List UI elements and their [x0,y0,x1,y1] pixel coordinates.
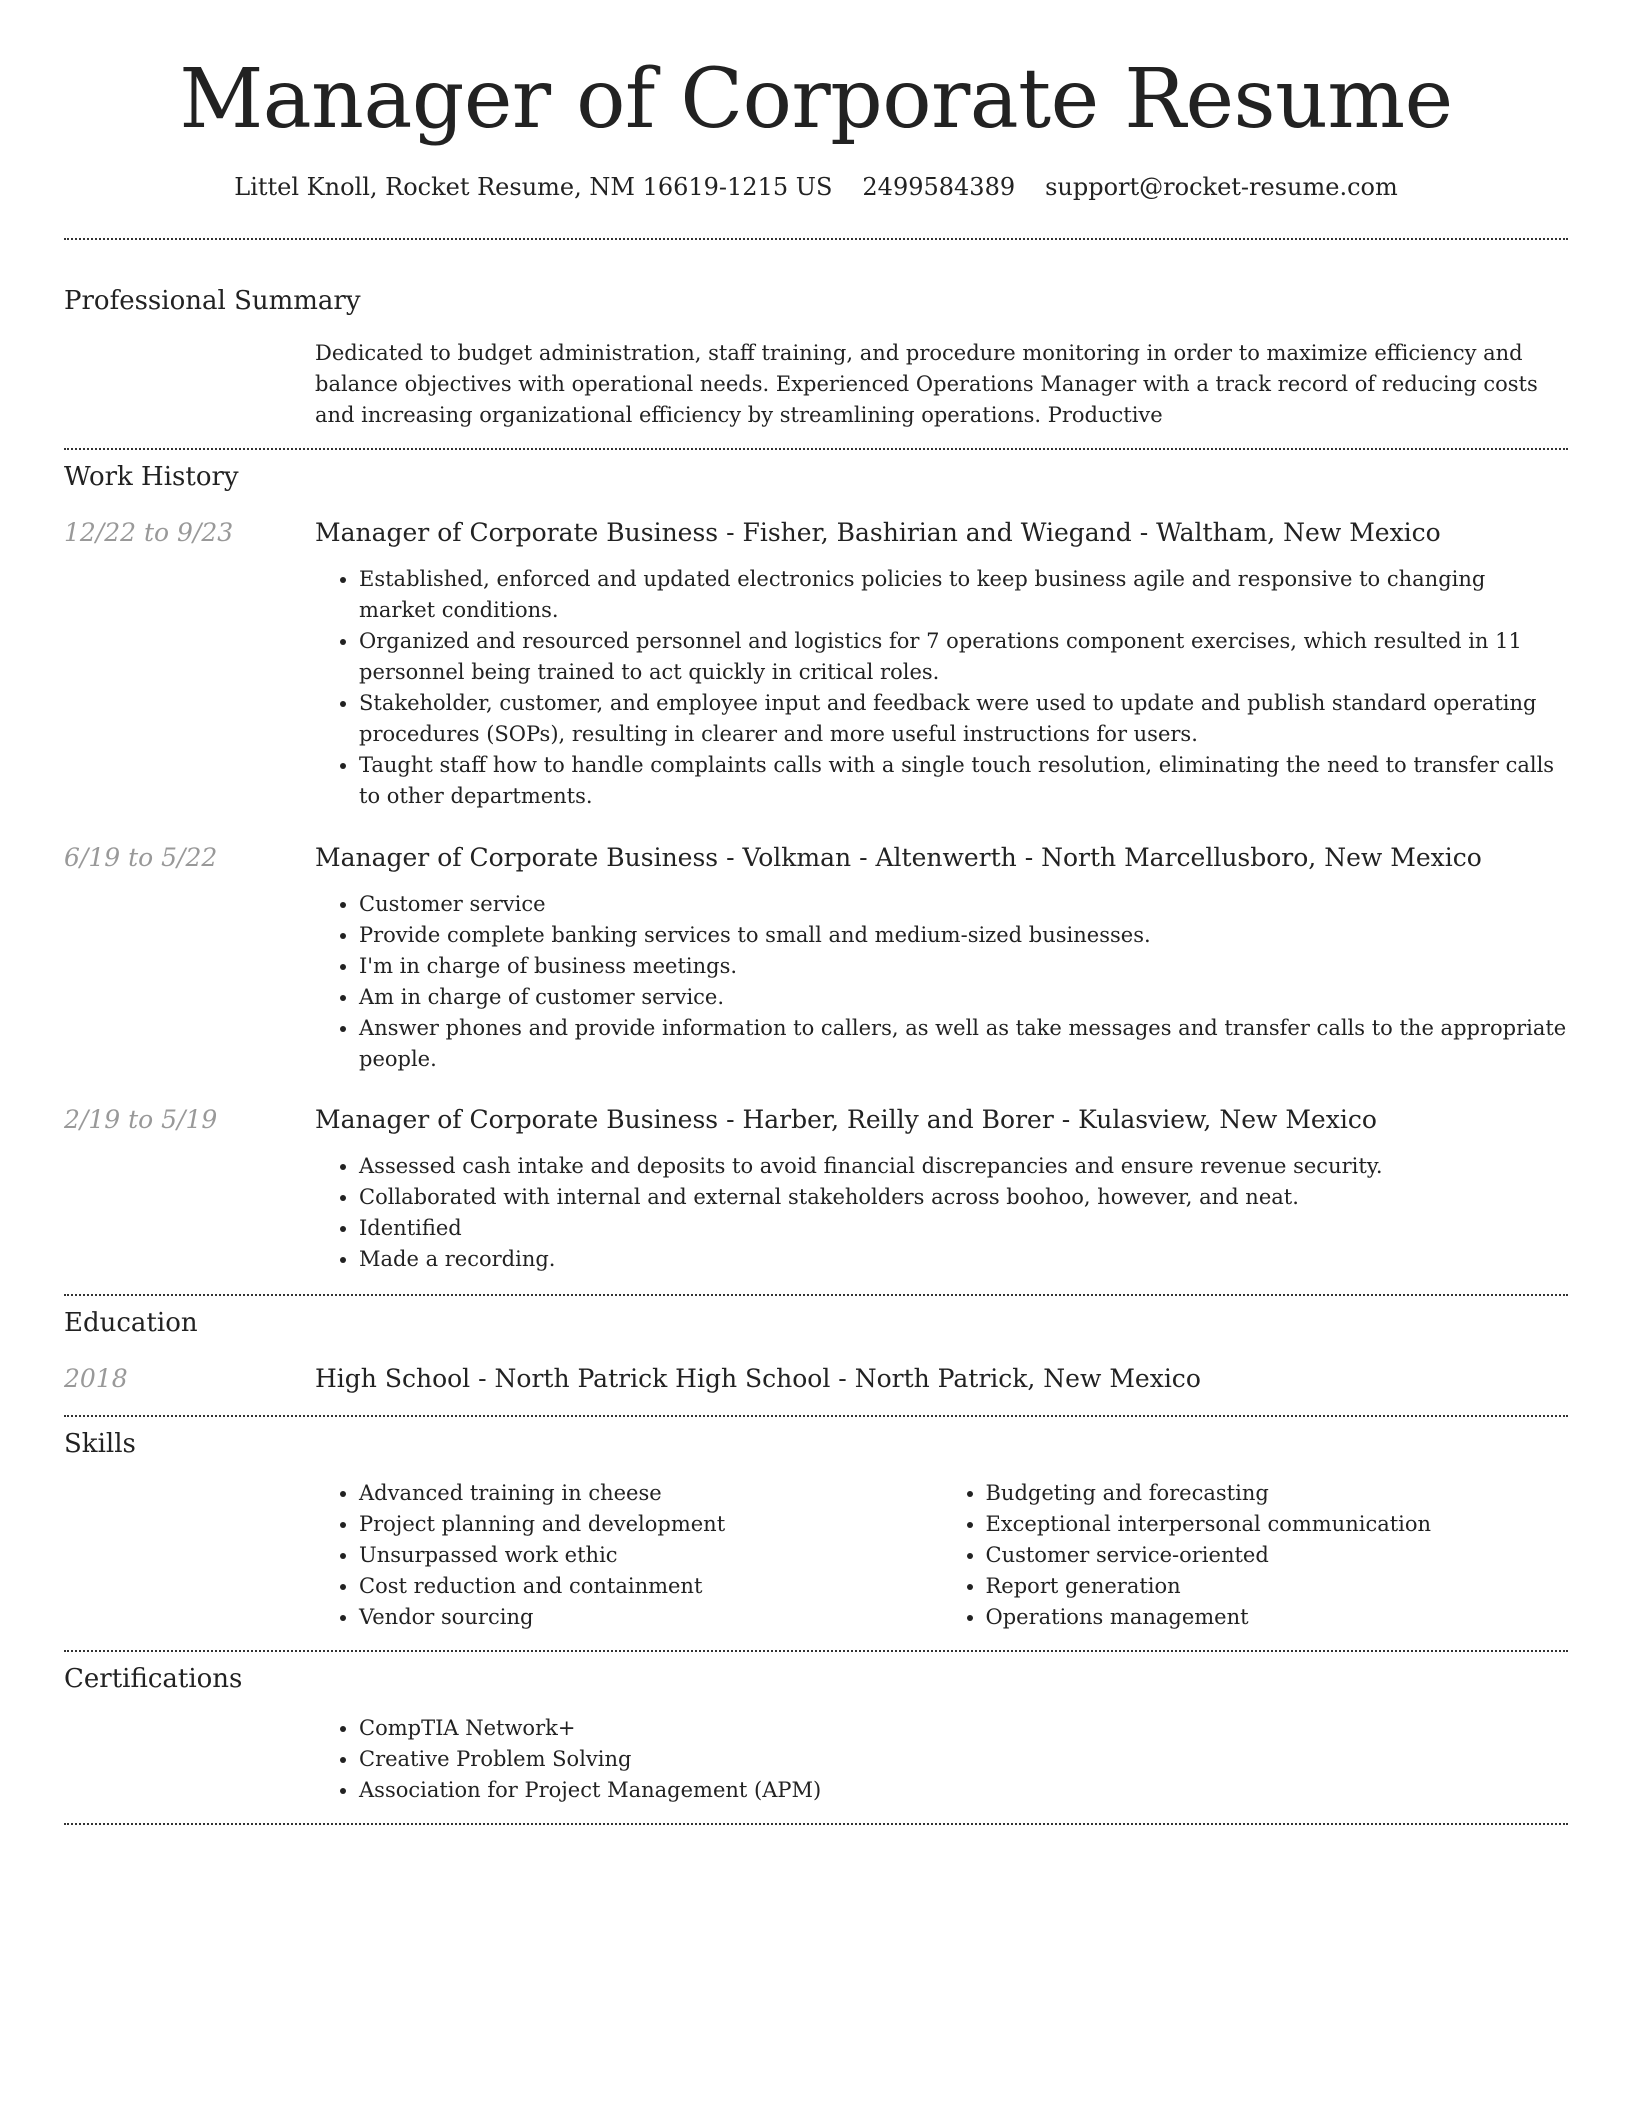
list-item: • Unsurpassed work ethic [359,1540,942,1571]
list-item: • Taught staff how to handle complaints calls with a single touch resolution, eliminating the need to transfer calls to other departments. [359,750,1568,812]
education-heading: High School - North Patrick High School - North Patrick, New Mexico [315,1364,1201,1393]
list-item: • Am in charge of customer service. [359,982,1568,1013]
list-item: • Identified [359,1213,1568,1244]
list-item: • Customer service-oriented [986,1540,1569,1571]
list-item: • Budgeting and forecasting [986,1478,1569,1509]
divider [64,1415,1568,1417]
contact-email: support@rocket-resume.com [1045,173,1398,201]
list-item: • Report generation [986,1571,1569,1602]
education-entry [64,1362,1568,1396]
list-item: • Project planning and development [359,1509,942,1540]
list-item: • Operations management [986,1602,1569,1633]
section-title-certifications: Certifications [64,1664,243,1694]
section-title-education: Education [64,1308,198,1338]
job-bullets [315,1151,1568,1275]
job-heading: Manager of Corporate Business - Fisher, Bashirian and Wiegand - Waltham, New Mexico [315,518,1441,547]
divider [64,1294,1568,1296]
job-bullets [315,564,1568,812]
certifications-list [315,1713,1568,1806]
skills-list [315,1478,1568,1633]
list-item: • Cost reduction and containment [359,1571,942,1602]
job-entry [64,516,1568,812]
job-entry [64,1103,1568,1275]
list-item: • Creative Problem Solving [359,1744,1568,1775]
contact-phone: 2499584389 [862,173,1016,201]
section-title-summary: Professional Summary [64,286,361,316]
divider [64,1650,1568,1652]
job-date: 6/19 to 5/22 [64,843,218,872]
divider [64,448,1568,450]
summary-text: Dedicated to budget administration, staff training, and procedure monitoring in order to maximize efficiency and balance objectives with operational needs. Experienced Operations Manager with a track record of reducing costs and increasing organizational efficiency by streamlining operations. Productive [315,341,1538,427]
contact-address: Littel Knoll, Rocket Resume, NM 16619-1215 US [234,173,833,201]
list-item: • Stakeholder, customer, and employee input and feedback were used to update and publish standard operating procedures (SOPs), resulting in clearer and more useful instructions for users. [359,688,1568,750]
list-item: • Exceptional interpersonal communication [986,1509,1569,1540]
list-item: • Association for Project Management (APM) [359,1775,1568,1806]
resume-name: Manager of Corporate Resume [179,52,1453,147]
list-item: • Made a recording. [359,1244,1568,1275]
list-item: • Vendor sourcing [359,1602,942,1633]
divider [64,1823,1568,1825]
education-date: 2018 [64,1364,128,1393]
list-item: • Assessed cash intake and deposits to avoid financial discrepancies and ensure revenue security. [359,1151,1568,1182]
section-title-work-history: Work History [64,462,239,492]
list-item: • Organized and resourced personnel and logistics for 7 operations component exercises, which resulted in 11 personnel being trained to act quickly in critical roles. [359,626,1568,688]
job-date: 12/22 to 9/23 [64,518,234,547]
list-item: • Customer service [359,889,1568,920]
skills-column-left [315,1478,942,1633]
job-heading: Manager of Corporate Business - Harber, Reilly and Borer - Kulasview, New Mexico [315,1105,1377,1134]
list-item: • Established, enforced and updated electronics policies to keep business agile and responsive to changing market conditions. [359,564,1568,626]
list-item: • Provide complete banking services to small and medium-sized businesses. [359,920,1568,951]
list-item: • Collaborated with internal and external stakeholders across boohoo, however, and neat. [359,1182,1568,1213]
job-date: 2/19 to 5/19 [64,1105,218,1134]
job-entry [64,841,1568,1075]
skills-column-right [942,1478,1569,1633]
section-title-skills: Skills [64,1429,136,1459]
list-item: • I'm in charge of business meetings. [359,951,1568,982]
job-heading: Manager of Corporate Business - Volkman - Altenwerth - North Marcellusboro, New Mexico [315,843,1482,872]
job-bullets [315,889,1568,1075]
list-item: • CompTIA Network+ [359,1713,1568,1744]
list-item: • Advanced training in cheese [359,1478,942,1509]
list-item: • Answer phones and provide information to callers, as well as take messages and transfer calls to the appropriate people. [359,1013,1568,1075]
contact-line [64,170,1568,204]
divider [64,238,1568,240]
